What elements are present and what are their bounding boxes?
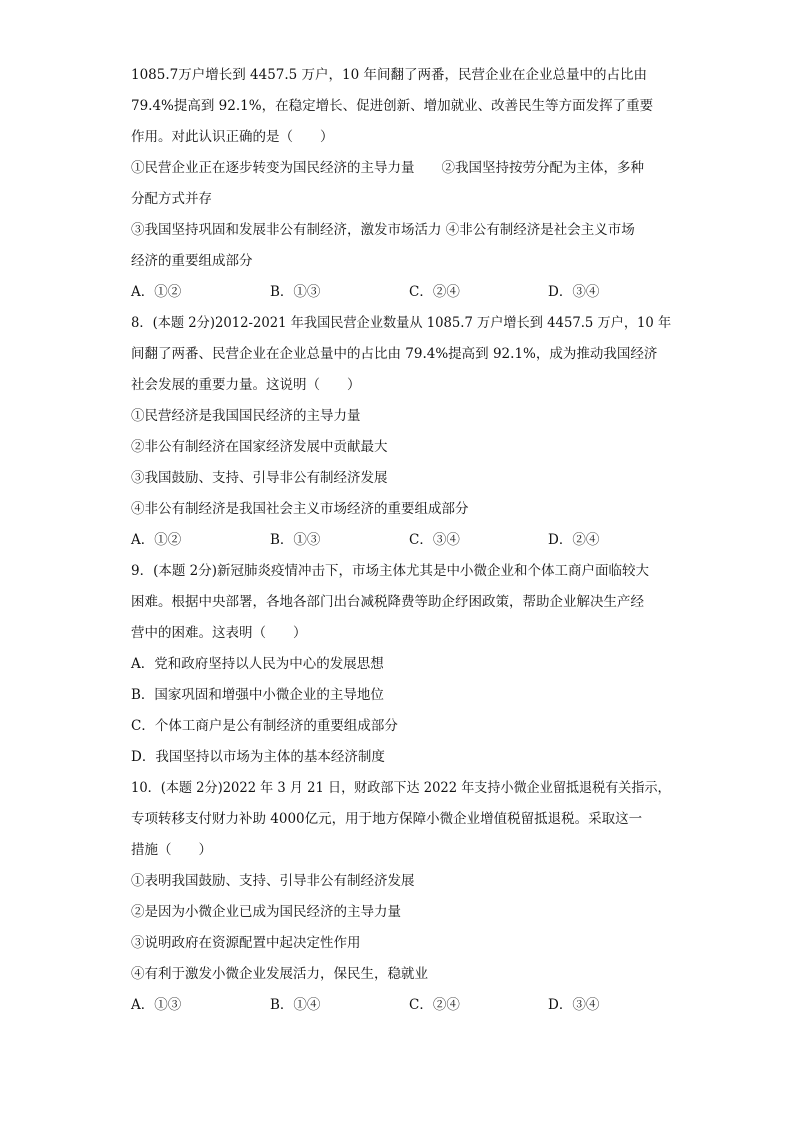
q7-statement-line-4: 经济的重要组成部分 bbox=[131, 253, 253, 269]
q7-stem-line-1: 1085.7万户增长到 4457.5 万户，10 年间翻了两番，民营企业在企业总量中的占比由 bbox=[131, 67, 648, 83]
q8-statement-4: ④非公有制经济是我国社会主义市场经济的重要组成部分 bbox=[131, 501, 469, 517]
q8-statement-3: ③我国鼓励、支持、引导非公有制经济发展 bbox=[131, 470, 388, 486]
q10-option-a[interactable]: A．①③ bbox=[131, 997, 182, 1013]
q7-statement-line-3: ③我国坚持巩固和发展非公有制经济，激发市场活力 ④非公有制经济是社会主义市场 bbox=[131, 222, 635, 238]
q10-option-b[interactable]: B．①④ bbox=[270, 997, 321, 1013]
q10-stem-line-1: 10．(本题 2分)2022 年 3 月 21 日，财政部下达 2022 年支持小微企业留抵退税有关指示， bbox=[131, 780, 671, 796]
q9-stem-line-3: 营中的困难。这表明（ ） bbox=[131, 625, 307, 641]
q7-option-d[interactable]: D．③④ bbox=[548, 284, 600, 300]
q7-statement-line-2: 分配方式并存 bbox=[131, 191, 212, 207]
q10-options bbox=[131, 995, 671, 1015]
q7-stem-line-2: 79.4%提高到 92.1%，在稳定增长、促进创新、增加就业、改善民生等方面发挥了重要 bbox=[131, 98, 654, 114]
q10-option-d[interactable]: D．③④ bbox=[548, 997, 600, 1013]
q9-stem-line-2: 困难。根据中央部署，各地各部门出台减税降费等助企纾困政策，帮助企业解决生产经 bbox=[131, 594, 644, 610]
q7-statement-line-1: ①民营企业正在逐步转变为国民经济的主导力量 ②我国坚持按劳分配为主体，多种 bbox=[131, 160, 644, 176]
q7-option-c[interactable]: C．②④ bbox=[409, 284, 460, 300]
q9-option-d[interactable]: D．我国坚持以市场为主体的基本经济制度 bbox=[131, 749, 385, 765]
q8-statement-2: ②非公有制经济在国家经济发展中贡献最大 bbox=[131, 439, 388, 455]
q8-option-c[interactable]: C．③④ bbox=[409, 532, 460, 548]
q8-option-d[interactable]: D．②④ bbox=[548, 532, 600, 548]
q10-option-c[interactable]: C．②④ bbox=[409, 997, 460, 1013]
q7-stem-line-3: 作用。对此认识正确的是（ ） bbox=[131, 129, 334, 145]
q8-option-a[interactable]: A．①② bbox=[131, 532, 182, 548]
q10-statement-3: ③说明政府在资源配置中起决定性作用 bbox=[131, 935, 361, 951]
q7-option-b[interactable]: B．①③ bbox=[270, 284, 321, 300]
q10-statement-4: ④有利于激发小微企业发展活力，保民生，稳就业 bbox=[131, 966, 428, 982]
q8-stem-line-1: 8．(本题 2分)2012-2021 年我国民营企业数量从 1085.7 万户增长到 4457.5 万户，10 年 bbox=[131, 315, 672, 331]
q8-stem-line-3: 社会发展的重要力量。这说明（ ） bbox=[131, 377, 361, 393]
q10-statement-1: ①表明我国鼓励、支持、引导非公有制经济发展 bbox=[131, 873, 415, 889]
q9-option-c[interactable]: C．个体工商户是公有制经济的重要组成部分 bbox=[131, 718, 398, 734]
q8-options bbox=[131, 530, 671, 550]
q10-stem-line-2: 专项转移支付财力补助 4000亿元，用于地方保障小微企业增值税留抵退税。采取这一 bbox=[131, 811, 643, 827]
q8-statement-1: ①民营经济是我国国民经济的主导力量 bbox=[131, 408, 361, 424]
q7-option-a[interactable]: A．①② bbox=[131, 284, 182, 300]
q9-option-a[interactable]: A．党和政府坚持以人民为中心的发展思想 bbox=[131, 656, 384, 672]
q9-option-b[interactable]: B．国家巩固和增强中小微企业的主导地位 bbox=[131, 687, 384, 703]
q10-stem-line-3: 措施（ ） bbox=[131, 842, 212, 858]
q9-stem-line-1: 9．(本题 2分)新冠肺炎疫情冲击下，市场主体尤其是中小微企业和个体工商户面临较大 bbox=[131, 563, 650, 579]
q8-stem-line-2: 间翻了两番、民营企业在企业总量中的占比由 79.4%提高到 92.1%，成为推动我国经济 bbox=[131, 346, 658, 362]
q10-statement-2: ②是因为小微企业已成为国民经济的主导力量 bbox=[131, 904, 401, 920]
q8-option-b[interactable]: B．①③ bbox=[270, 532, 321, 548]
q7-options bbox=[131, 282, 671, 302]
